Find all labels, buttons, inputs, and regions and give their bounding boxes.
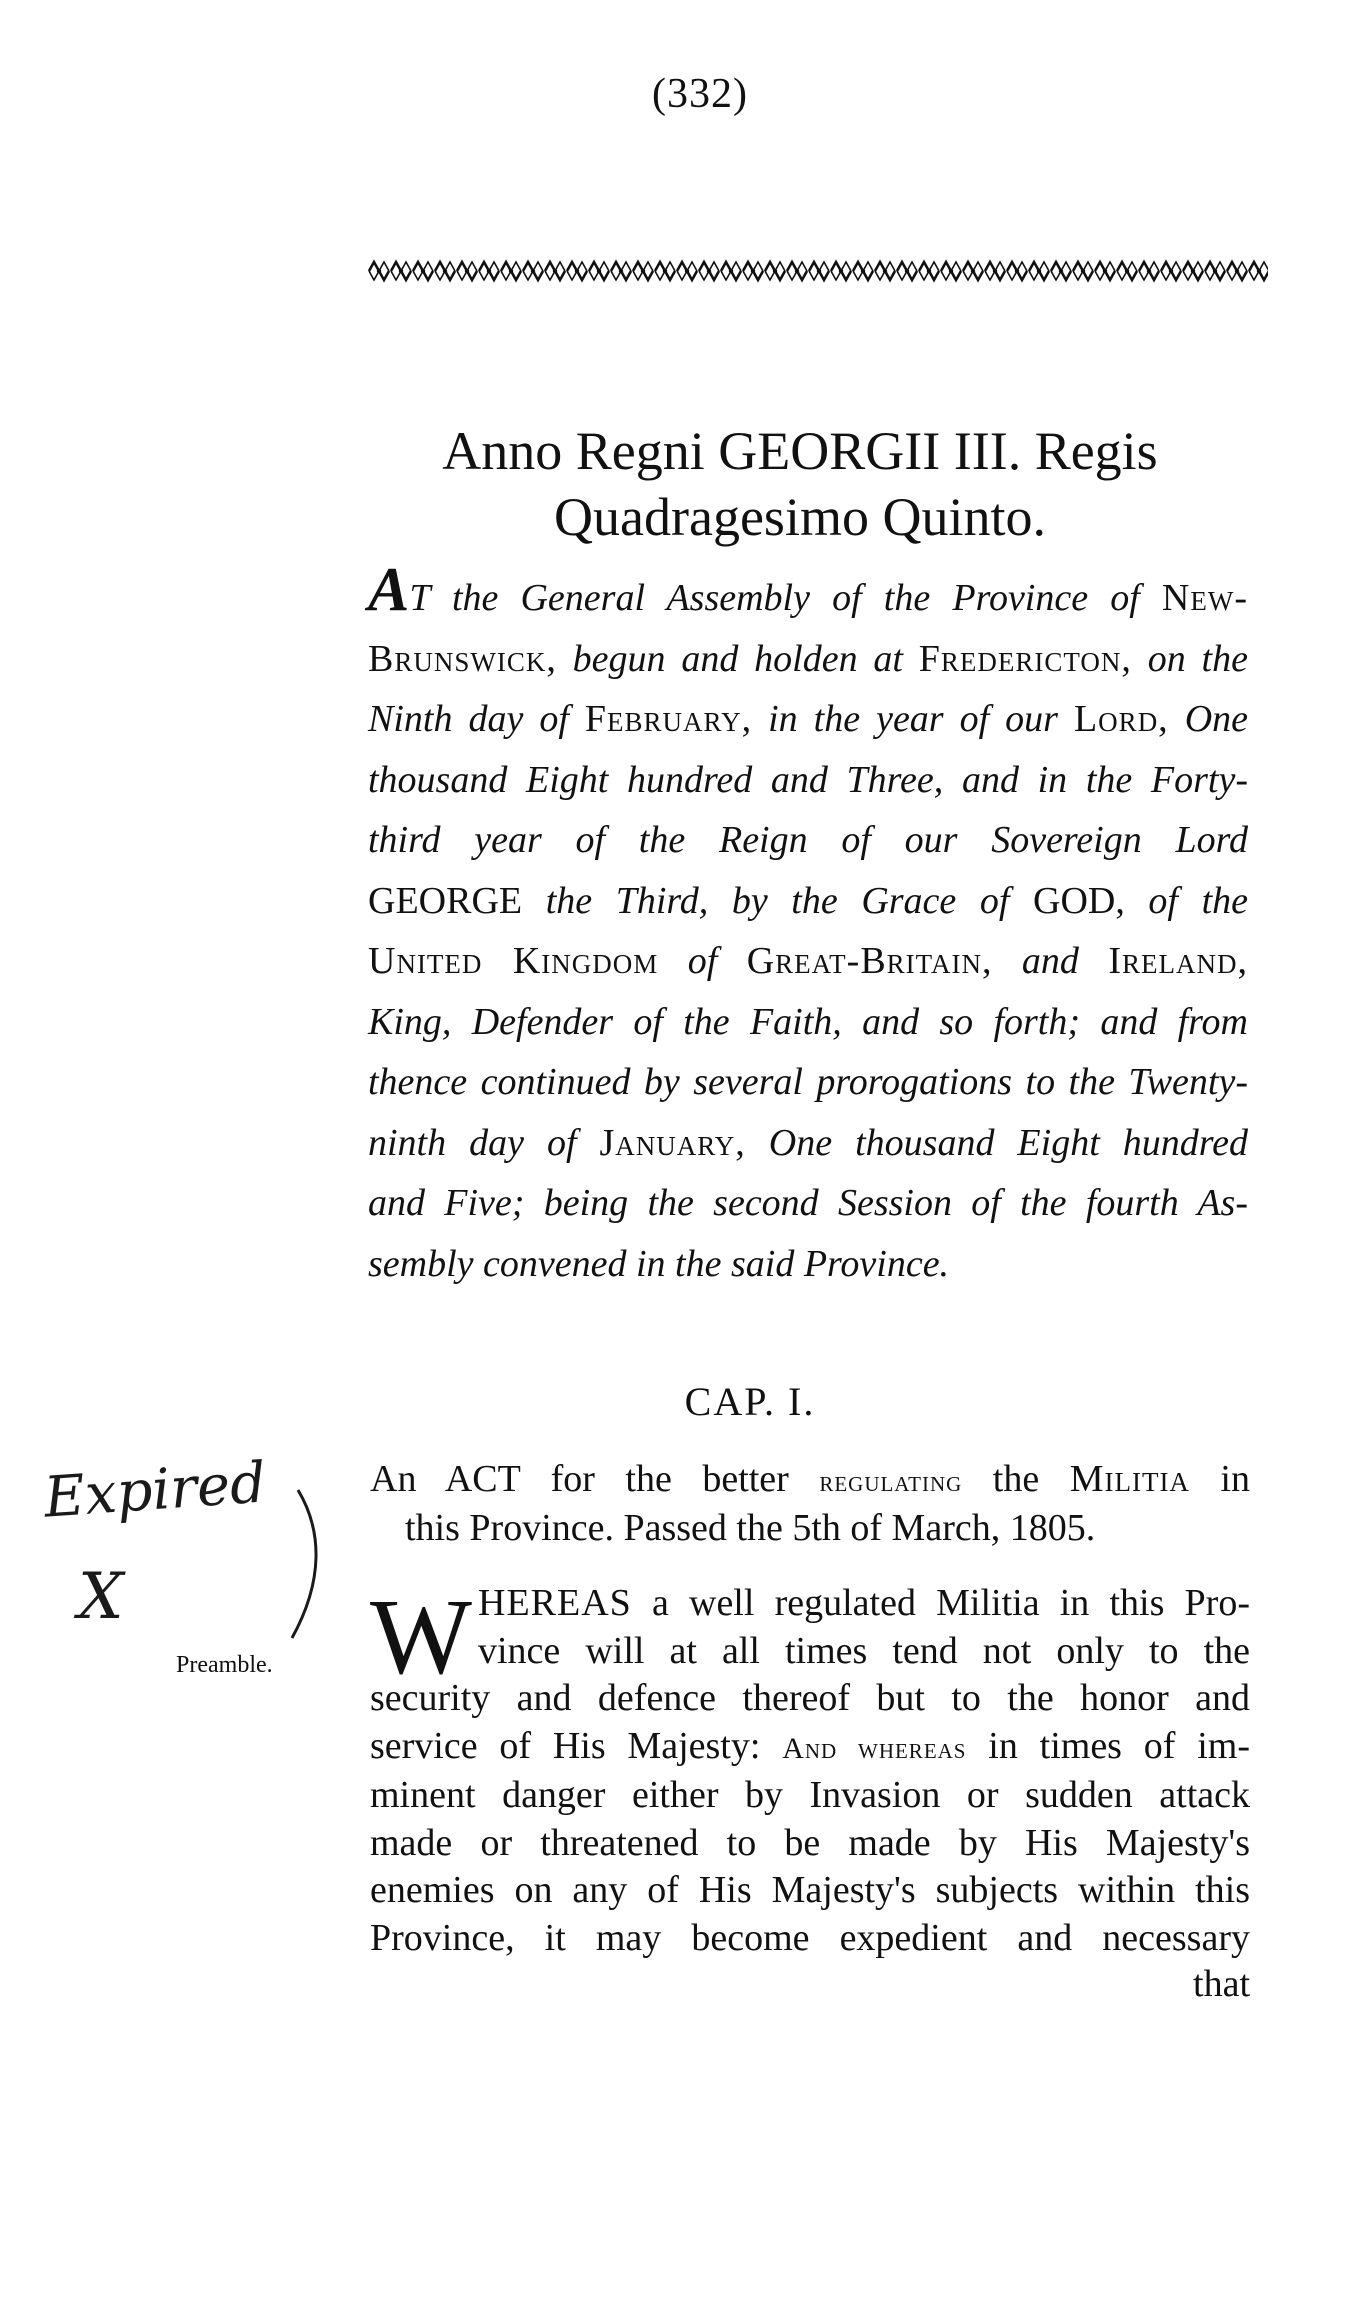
assembly-text: and: [992, 940, 1109, 982]
assembly-text: February,: [584, 698, 753, 740]
assembly-text: Lord,: [1073, 698, 1169, 740]
handwritten-annotation: Expired: [42, 1450, 268, 1531]
chapter-heading: CAP. I.: [684, 1379, 816, 1424]
preamble-label: Preamble.: [176, 1652, 273, 1678]
body-text: enemies on any of His Majesty's subjects within this: [370, 1869, 1250, 1911]
assembly-paragraph: [368, 556, 1249, 1294]
regnal-title-line1: Anno Regni GEORGII III. Regis: [442, 421, 1158, 481]
act-title-text: this Province. Passed the 5th of March, 1805.: [405, 1507, 1096, 1549]
body-text: HEREAS: [478, 1582, 632, 1624]
assembly-text: of: [658, 940, 747, 982]
assembly-text: One: [1168, 698, 1249, 740]
assembly-text: the Third, by the Grace of: [522, 879, 1034, 922]
drop-cap: W: [370, 1578, 472, 1697]
act-title-text: regulating: [819, 1465, 963, 1498]
body-text: security and defence thereof but to the honor and: [370, 1677, 1250, 1719]
body-text: in times of im-: [966, 1724, 1250, 1767]
assembly-text: New-: [1161, 577, 1248, 619]
body-text: a well regulated Militia in this Pro-: [631, 1582, 1250, 1624]
body-text: Province, it may become expedient and necessary: [370, 1916, 1250, 1959]
catchword: that: [1193, 1963, 1250, 2005]
assembly-text: GEORGE: [368, 879, 523, 922]
assembly-text: begun and holden at: [556, 637, 919, 680]
assembly-text: Great-Britain,: [746, 940, 993, 982]
assembly-text: King, Defender of the Faith, and so forth; and from: [368, 1000, 1248, 1043]
handwritten-bracket: [30, 1460, 330, 1660]
act-title-text: the: [962, 1458, 1070, 1500]
page-number: (332): [652, 71, 748, 117]
ornamental-rule: [368, 258, 1268, 284]
act-title-text: An ACT for the better: [370, 1458, 820, 1500]
assembly-text: thence continued by several prorogations to the Twenty-: [368, 1061, 1248, 1103]
assembly-text: Ireland,: [1108, 940, 1249, 982]
assembly-text: Ninth day of: [368, 698, 585, 740]
body-text: vince will at all times tend not only to the: [478, 1629, 1250, 1672]
assembly-text: ninth day of: [368, 1121, 600, 1164]
assembly-text: T the General Assembly of the Province of: [409, 577, 1162, 619]
assembly-text: thousand Eight hundred and Three, and in the Forty-: [368, 758, 1248, 801]
assembly-text: One thousand Eight hundred: [745, 1121, 1248, 1164]
body-text: And whereas: [782, 1731, 967, 1765]
assembly-text: GOD,: [1033, 879, 1125, 922]
handwritten-mark: X: [78, 1560, 124, 1634]
act-title-text: in: [1189, 1458, 1250, 1500]
assembly-text: third year of the Reign of our Sovereign Lord: [368, 819, 1248, 861]
assembly-text: and Five; being the second Session of the fourth As-: [368, 1182, 1248, 1224]
regnal-title: [330, 418, 1270, 550]
assembly-text: Brunswick,: [368, 637, 557, 680]
act-title: [370, 1456, 1250, 1551]
assembly-text: of the: [1124, 879, 1248, 922]
body-text: minent danger either by Invasion or sudden attack: [370, 1774, 1250, 1816]
preamble-paragraph: [370, 1580, 1250, 1962]
initial-letter: A: [368, 556, 410, 624]
assembly-text: sembly convened in the said Province.: [368, 1242, 950, 1285]
regnal-title-line2: Quadragesimo Quinto.: [554, 487, 1046, 547]
body-text: service of His Majesty:: [370, 1724, 783, 1767]
assembly-text: in the year of our: [752, 698, 1074, 740]
assembly-text: United Kingdom: [368, 940, 659, 982]
assembly-text: Fredericton,: [918, 637, 1132, 680]
act-title-text: Militia: [1069, 1458, 1190, 1500]
body-text: made or threatened to be made by His Majesty's: [370, 1821, 1250, 1864]
assembly-text: January,: [599, 1121, 746, 1164]
assembly-text: on the: [1131, 637, 1248, 680]
